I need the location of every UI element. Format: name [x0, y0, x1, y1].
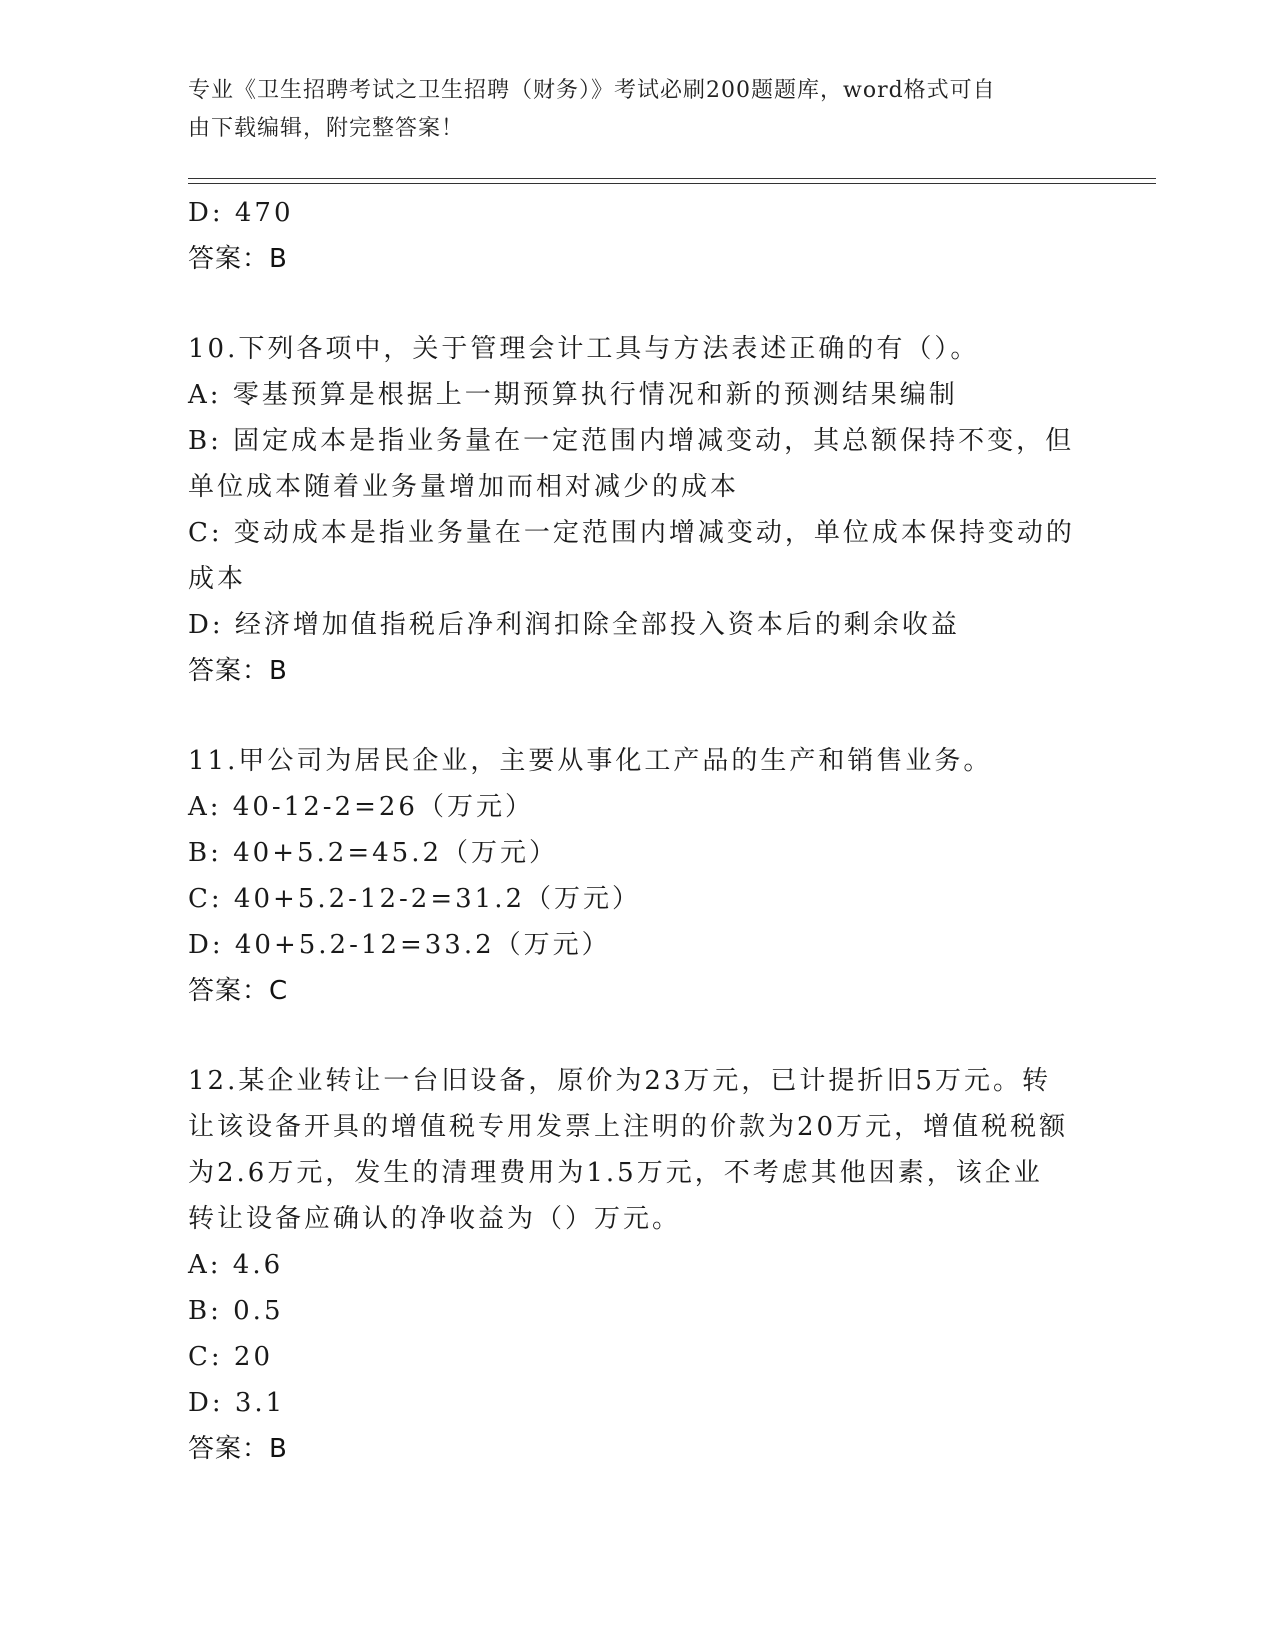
- header-line-2: 由下载编辑，附完整答案！: [188, 116, 465, 141]
- option-c: C: 20: [188, 1342, 274, 1372]
- option-b: B: 0.5: [188, 1296, 284, 1326]
- spacer: [188, 1014, 1088, 1058]
- question-stem-line-2: 让该设备开具的增值税专用发票上注明的价款为20万元，增值税税额: [188, 1112, 1069, 1142]
- option-b: B: 40+5.2=45.2（万元）: [188, 838, 559, 868]
- option-d: D: 40+5.2-12=33.2（万元）: [188, 930, 611, 960]
- option-c-line-2: 成本: [188, 564, 247, 594]
- question-stem: 11.甲公司为居民企业，主要从事化工产品的生产和销售业务。: [188, 746, 993, 776]
- question-stem-line-4: 转让设备应确认的净收益为（）万元。: [188, 1204, 682, 1234]
- question-12: [188, 1058, 1088, 1472]
- option-c-line-1: C: 变动成本是指业务量在一定范围内增减变动，单位成本保持变动的: [188, 518, 1075, 548]
- question-11: [188, 738, 1088, 1014]
- header-divider: [188, 178, 1156, 184]
- answer: 答案：B: [188, 244, 288, 274]
- option-d: D: 3.1: [188, 1388, 286, 1418]
- answer: 答案：B: [188, 1434, 288, 1464]
- option-b-line-1: B: 固定成本是指业务量在一定范围内增减变动，其总额保持不变，但: [188, 426, 1075, 456]
- question-stem: 10.下列各项中，关于管理会计工具与方法表述正确的有（）。: [188, 334, 980, 364]
- question-stem-line-3: 为2.6万元，发生的清理费用为1.5万元，不考虑其他因素，该企业: [188, 1158, 1043, 1188]
- option-b-line-2: 单位成本随着业务量增加而相对减少的成本: [188, 472, 740, 502]
- option-c: C: 40+5.2-12-2=31.2（万元）: [188, 884, 642, 914]
- option-d: D: 470: [188, 198, 294, 228]
- answer: 答案：B: [188, 656, 288, 686]
- spacer: [188, 282, 1088, 326]
- header-line-1: 专业《卫生招聘考试之卫生招聘（财务）》考试必刷200题题库，word格式可自: [188, 78, 996, 103]
- option-a: A: 40-12-2=26（万元）: [188, 792, 534, 822]
- previous-question-tail: [188, 190, 1088, 282]
- answer: 答案：C: [188, 976, 289, 1006]
- question-10: [188, 326, 1088, 694]
- spacer: [188, 694, 1088, 738]
- page-header: [188, 72, 1068, 148]
- option-d: D: 经济增加值指税后净利润扣除全部投入资本后的剩余收益: [188, 610, 960, 640]
- document-body: [188, 190, 1088, 1472]
- option-a: A: 4.6: [188, 1250, 284, 1280]
- option-a: A: 零基预算是根据上一期预算执行情况和新的预测结果编制: [188, 380, 958, 410]
- question-stem-line-1: 12.某企业转让一台旧设备，原价为23万元，已计提折旧5万元。转: [188, 1066, 1051, 1096]
